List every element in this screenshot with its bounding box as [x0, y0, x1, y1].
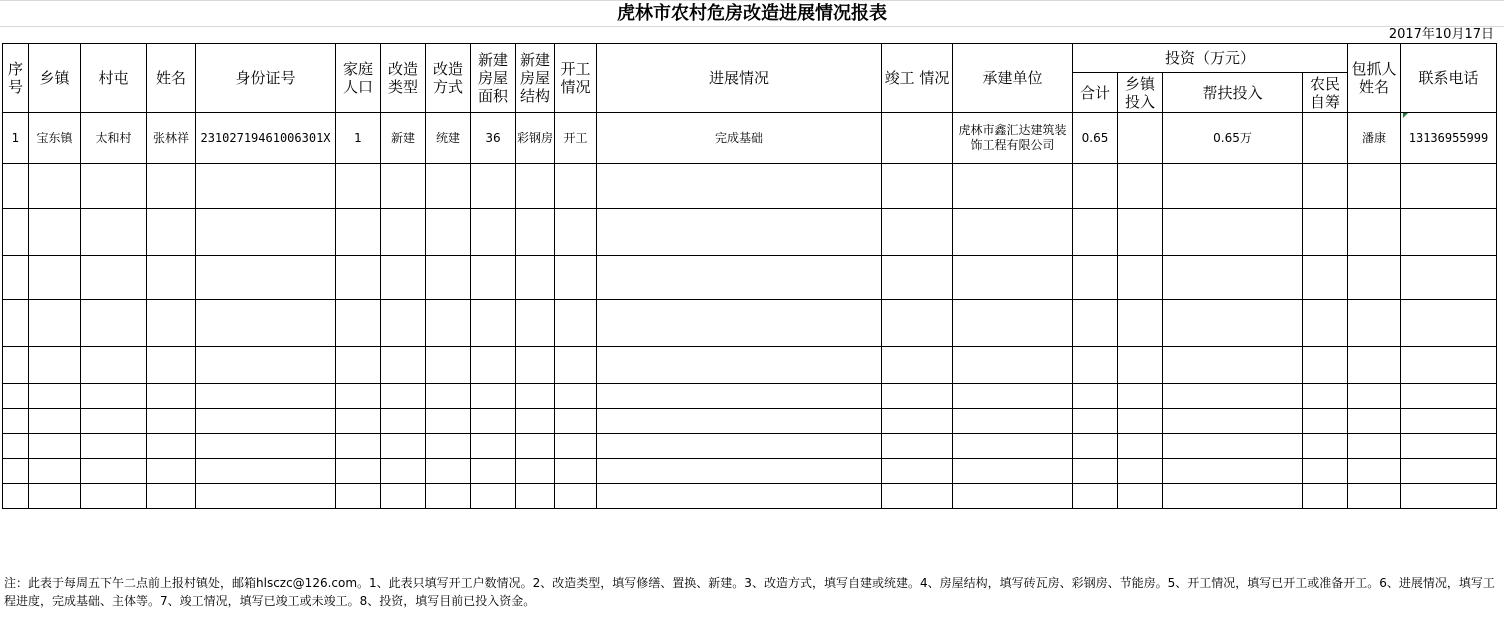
empty-cell[interactable] — [381, 164, 426, 209]
empty-cell[interactable] — [196, 300, 336, 347]
empty-cell[interactable] — [81, 209, 147, 256]
empty-cell[interactable] — [3, 459, 29, 484]
empty-cell[interactable] — [953, 209, 1073, 256]
empty-cell[interactable] — [1401, 409, 1497, 434]
empty-cell[interactable] — [1118, 459, 1163, 484]
empty-cell[interactable] — [1073, 300, 1118, 347]
empty-cell[interactable] — [471, 347, 516, 384]
empty-cell[interactable] — [3, 256, 29, 300]
empty-cell[interactable] — [1348, 484, 1401, 509]
empty-cell[interactable] — [3, 384, 29, 409]
footnote: 注：此表于每周五下午二点前上报村镇处，邮箱hlsczc@126.com。1、此表只填写开工户数情况。2、改造类型，填写修缮、置换、新建。3、改造方式，填写自建或统建。4、房屋结构，填写砖瓦房、彩钢房、节能房。5、开工情况，填写已开工或准备开工。6、进展情况，填写工程进度，完成基础、主体等。7、竣工情况，填写已竣工或未竣工。8、投资，填写目前已投入资金。 — [4, 576, 1495, 608]
empty-cell[interactable] — [1348, 347, 1401, 384]
empty-cell[interactable] — [29, 209, 81, 256]
report-table — [2, 43, 1497, 509]
empty-cell[interactable] — [426, 459, 471, 484]
header-structure: 新建房屋结构 — [516, 44, 555, 113]
empty-cell[interactable] — [597, 434, 882, 459]
empty-cell[interactable] — [1163, 434, 1303, 459]
empty-cell[interactable] — [1303, 459, 1348, 484]
empty-cell[interactable] — [336, 209, 381, 256]
cell-town-invest[interactable] — [1118, 113, 1163, 164]
empty-cell[interactable] — [597, 459, 882, 484]
empty-cell[interactable] — [471, 300, 516, 347]
empty-cell[interactable] — [29, 256, 81, 300]
empty-cell[interactable] — [1163, 384, 1303, 409]
cell-village[interactable]: 太和村 — [81, 113, 147, 164]
empty-cell[interactable] — [147, 434, 196, 459]
empty-cell[interactable] — [516, 484, 555, 509]
empty-cell[interactable] — [1303, 256, 1348, 300]
empty-cell[interactable] — [381, 484, 426, 509]
table-row — [3, 347, 1497, 384]
cell-family[interactable]: 1 — [336, 113, 381, 164]
cell-phone[interactable]: 13136955999 — [1401, 113, 1497, 164]
empty-cell[interactable] — [555, 459, 597, 484]
cell-start[interactable]: 开工 — [555, 113, 597, 164]
header-total: 合计 — [1073, 73, 1118, 113]
empty-cell[interactable] — [1303, 434, 1348, 459]
empty-cell[interactable] — [1401, 434, 1497, 459]
empty-cell[interactable] — [953, 384, 1073, 409]
empty-cell[interactable] — [1348, 209, 1401, 256]
empty-cell[interactable] — [426, 409, 471, 434]
cell-town[interactable]: 宝东镇 — [29, 113, 81, 164]
empty-cell[interactable] — [555, 409, 597, 434]
empty-cell[interactable] — [29, 300, 81, 347]
empty-cell[interactable] — [3, 164, 29, 209]
empty-cell[interactable] — [1401, 164, 1497, 209]
empty-cell[interactable] — [471, 409, 516, 434]
empty-cell[interactable] — [196, 409, 336, 434]
empty-cell[interactable] — [196, 209, 336, 256]
empty-cell[interactable] — [81, 300, 147, 347]
empty-cell[interactable] — [1118, 300, 1163, 347]
empty-cell[interactable] — [1163, 459, 1303, 484]
empty-cell[interactable] — [555, 209, 597, 256]
empty-cell[interactable] — [196, 434, 336, 459]
empty-cell[interactable] — [1163, 409, 1303, 434]
empty-cell[interactable] — [81, 409, 147, 434]
empty-cell[interactable] — [81, 384, 147, 409]
report-date: 2017年10月17日 — [1388, 27, 1494, 42]
header-leader: 包抓人姓名 — [1348, 44, 1401, 113]
empty-cell[interactable] — [1118, 209, 1163, 256]
header-investment: 投资（万元） — [1073, 44, 1348, 73]
table-row — [3, 434, 1497, 459]
empty-cell[interactable] — [1348, 459, 1401, 484]
empty-cell[interactable] — [1073, 459, 1118, 484]
empty-cell[interactable] — [147, 384, 196, 409]
empty-cell[interactable] — [953, 409, 1073, 434]
empty-cell[interactable] — [1303, 300, 1348, 347]
header-start: 开工情况 — [555, 44, 597, 113]
empty-cell[interactable] — [1303, 484, 1348, 509]
header-method: 改造方式 — [426, 44, 471, 113]
empty-cell[interactable] — [1348, 434, 1401, 459]
empty-cell[interactable] — [426, 347, 471, 384]
empty-cell[interactable] — [147, 300, 196, 347]
empty-cell[interactable] — [1163, 256, 1303, 300]
empty-cell[interactable] — [1401, 300, 1497, 347]
empty-cell[interactable] — [3, 434, 29, 459]
empty-cell[interactable] — [1073, 409, 1118, 434]
empty-cell[interactable] — [147, 409, 196, 434]
empty-cell[interactable] — [426, 484, 471, 509]
table-row — [3, 409, 1497, 434]
cell-area[interactable]: 36 — [471, 113, 516, 164]
empty-cell[interactable] — [1348, 256, 1401, 300]
empty-cell[interactable] — [1348, 300, 1401, 347]
empty-cell[interactable] — [1163, 300, 1303, 347]
empty-cell[interactable] — [1348, 384, 1401, 409]
empty-cell[interactable] — [471, 209, 516, 256]
empty-cell[interactable] — [1303, 164, 1348, 209]
empty-cell[interactable] — [381, 300, 426, 347]
table-row — [3, 256, 1497, 300]
empty-cell[interactable] — [336, 459, 381, 484]
empty-cell[interactable] — [381, 384, 426, 409]
empty-cell[interactable] — [953, 459, 1073, 484]
empty-cell[interactable] — [426, 209, 471, 256]
empty-cell[interactable] — [471, 459, 516, 484]
empty-cell[interactable] — [147, 347, 196, 384]
empty-cell[interactable] — [1401, 384, 1497, 409]
header-id: 身份证号 — [196, 44, 336, 113]
empty-cell[interactable] — [1073, 434, 1118, 459]
empty-cell[interactable] — [597, 409, 882, 434]
header-progress: 进展情况 — [597, 44, 882, 113]
empty-cell[interactable] — [336, 434, 381, 459]
empty-cell[interactable] — [1401, 256, 1497, 300]
empty-cell[interactable] — [381, 409, 426, 434]
empty-cell[interactable] — [1303, 209, 1348, 256]
header-completion: 竣工 情况 — [882, 44, 953, 113]
empty-cell[interactable] — [196, 164, 336, 209]
empty-cell[interactable] — [336, 300, 381, 347]
empty-cell[interactable] — [3, 347, 29, 384]
empty-cell[interactable] — [1401, 484, 1497, 509]
empty-cell[interactable] — [555, 484, 597, 509]
empty-cell[interactable] — [597, 484, 882, 509]
empty-cell[interactable] — [336, 256, 381, 300]
empty-cell[interactable] — [29, 434, 81, 459]
empty-cell[interactable] — [426, 300, 471, 347]
cell-total[interactable]: 0.65 — [1073, 113, 1118, 164]
empty-cell[interactable] — [1073, 209, 1118, 256]
empty-cell[interactable] — [336, 484, 381, 509]
empty-cell[interactable] — [29, 164, 81, 209]
empty-cell[interactable] — [29, 484, 81, 509]
empty-cell[interactable] — [597, 300, 882, 347]
cell-leader[interactable]: 潘康 — [1348, 113, 1401, 164]
table-row — [3, 484, 1497, 509]
report-title: 虎林市农村危房改造进展情况报表 — [617, 3, 887, 24]
empty-cell[interactable] — [555, 434, 597, 459]
empty-cell[interactable] — [381, 347, 426, 384]
header-seq: 序号 — [3, 44, 29, 113]
empty-cell[interactable] — [336, 347, 381, 384]
empty-cell[interactable] — [196, 384, 336, 409]
empty-cell[interactable] — [1348, 164, 1401, 209]
empty-cell[interactable] — [381, 434, 426, 459]
empty-cell[interactable] — [29, 347, 81, 384]
table-row — [3, 209, 1497, 256]
empty-cell[interactable] — [1163, 484, 1303, 509]
empty-cell[interactable] — [1118, 347, 1163, 384]
empty-cell[interactable] — [1118, 484, 1163, 509]
cell-progress[interactable]: 完成基础 — [597, 113, 882, 164]
header-name: 姓名 — [147, 44, 196, 113]
empty-cell[interactable] — [1303, 347, 1348, 384]
empty-cell[interactable] — [953, 256, 1073, 300]
empty-cell[interactable] — [1118, 164, 1163, 209]
empty-cell[interactable] — [597, 347, 882, 384]
empty-cell[interactable] — [147, 209, 196, 256]
empty-cell[interactable] — [3, 484, 29, 509]
empty-cell[interactable] — [1073, 484, 1118, 509]
empty-cell[interactable] — [29, 384, 81, 409]
empty-cell[interactable] — [953, 484, 1073, 509]
header-type: 改造类型 — [381, 44, 426, 113]
empty-cell[interactable] — [953, 164, 1073, 209]
empty-cell[interactable] — [336, 384, 381, 409]
cell-type[interactable]: 新建 — [381, 113, 426, 164]
empty-cell[interactable] — [516, 256, 555, 300]
empty-cell[interactable] — [471, 434, 516, 459]
empty-cell[interactable] — [882, 347, 953, 384]
empty-cell[interactable] — [471, 484, 516, 509]
cell-name[interactable]: 张林祥 — [147, 113, 196, 164]
empty-cell[interactable] — [196, 347, 336, 384]
empty-cell[interactable] — [1348, 409, 1401, 434]
gridline — [0, 26, 1504, 27]
empty-cell[interactable] — [882, 459, 953, 484]
empty-cell[interactable] — [147, 256, 196, 300]
empty-cell[interactable] — [1073, 256, 1118, 300]
header-village: 村屯 — [81, 44, 147, 113]
cell-aid-invest[interactable]: 0.65万 — [1163, 113, 1303, 164]
empty-cell[interactable] — [516, 434, 555, 459]
empty-cell[interactable] — [555, 256, 597, 300]
header-phone: 联系电话 — [1401, 44, 1497, 113]
header-town: 乡镇 — [29, 44, 81, 113]
empty-cell[interactable] — [81, 484, 147, 509]
empty-cell[interactable] — [196, 459, 336, 484]
empty-cell[interactable] — [882, 409, 953, 434]
empty-cell[interactable] — [81, 347, 147, 384]
empty-cell[interactable] — [1401, 209, 1497, 256]
empty-cell[interactable] — [1401, 459, 1497, 484]
empty-cell[interactable] — [381, 209, 426, 256]
empty-cell[interactable] — [882, 484, 953, 509]
empty-cell[interactable] — [3, 409, 29, 434]
empty-cell[interactable] — [471, 384, 516, 409]
empty-cell[interactable] — [1303, 409, 1348, 434]
empty-cell[interactable] — [953, 347, 1073, 384]
empty-cell[interactable] — [471, 256, 516, 300]
empty-cell[interactable] — [381, 459, 426, 484]
empty-cell[interactable] — [1118, 256, 1163, 300]
empty-cell[interactable] — [597, 384, 882, 409]
cell-structure[interactable]: 彩钢房 — [516, 113, 555, 164]
empty-cell[interactable] — [597, 209, 882, 256]
empty-cell[interactable] — [1401, 347, 1497, 384]
empty-cell[interactable] — [3, 300, 29, 347]
empty-cell[interactable] — [3, 209, 29, 256]
cell-farmer-invest[interactable] — [1303, 113, 1348, 164]
empty-cell[interactable] — [81, 434, 147, 459]
empty-cell[interactable] — [381, 256, 426, 300]
header-farmer-invest: 农民自筹 — [1303, 73, 1348, 113]
empty-cell[interactable] — [29, 409, 81, 434]
table-row — [3, 384, 1497, 409]
empty-cell[interactable] — [516, 300, 555, 347]
empty-cell[interactable] — [1073, 347, 1118, 384]
empty-cell[interactable] — [516, 164, 555, 209]
cell-seq[interactable]: 1 — [3, 113, 29, 164]
empty-cell[interactable] — [29, 459, 81, 484]
empty-cell[interactable] — [882, 434, 953, 459]
empty-cell[interactable] — [882, 209, 953, 256]
empty-cell[interactable] — [516, 209, 555, 256]
empty-cell[interactable] — [426, 256, 471, 300]
empty-cell[interactable] — [147, 484, 196, 509]
empty-cell[interactable] — [1163, 347, 1303, 384]
cell-completion[interactable] — [882, 113, 953, 164]
empty-cell[interactable] — [336, 409, 381, 434]
empty-cell[interactable] — [1163, 209, 1303, 256]
table-row — [3, 164, 1497, 209]
empty-cell[interactable] — [81, 256, 147, 300]
empty-cell[interactable] — [426, 164, 471, 209]
table-row — [3, 300, 1497, 347]
empty-cell[interactable] — [1073, 384, 1118, 409]
empty-cell[interactable] — [426, 384, 471, 409]
table-row — [3, 113, 1497, 164]
empty-cell[interactable] — [953, 434, 1073, 459]
empty-cell[interactable] — [516, 409, 555, 434]
empty-cell[interactable] — [555, 384, 597, 409]
empty-cell[interactable] — [1163, 164, 1303, 209]
header-contractor: 承建单位 — [953, 44, 1073, 113]
empty-cell[interactable] — [147, 459, 196, 484]
header-aid-invest: 帮扶投入 — [1163, 73, 1303, 113]
empty-cell[interactable] — [196, 484, 336, 509]
empty-cell[interactable] — [516, 384, 555, 409]
empty-cell[interactable] — [597, 256, 882, 300]
empty-cell[interactable] — [1073, 164, 1118, 209]
empty-cell[interactable] — [882, 164, 953, 209]
empty-cell[interactable] — [1118, 384, 1163, 409]
cell-method[interactable]: 统建 — [426, 113, 471, 164]
empty-cell[interactable] — [516, 459, 555, 484]
empty-cell[interactable] — [882, 300, 953, 347]
empty-cell[interactable] — [1118, 434, 1163, 459]
empty-cell[interactable] — [81, 459, 147, 484]
table-row — [3, 459, 1497, 484]
empty-cell[interactable] — [882, 384, 953, 409]
empty-cell[interactable] — [196, 256, 336, 300]
empty-cell[interactable] — [336, 164, 381, 209]
cell-contractor[interactable]: 虎林市鑫汇达建筑装饰工程有限公司 — [953, 113, 1073, 164]
empty-cell[interactable] — [1303, 384, 1348, 409]
cell-comment-indicator — [1403, 113, 1408, 118]
empty-cell[interactable] — [555, 164, 597, 209]
empty-cell[interactable] — [555, 347, 597, 384]
empty-cell[interactable] — [1118, 409, 1163, 434]
header-town-invest: 乡镇投入 — [1118, 73, 1163, 113]
empty-cell[interactable] — [597, 164, 882, 209]
empty-cell[interactable] — [81, 164, 147, 209]
cell-id[interactable]: 23102719461006301X — [196, 113, 336, 164]
empty-cell[interactable] — [555, 300, 597, 347]
empty-cell[interactable] — [147, 164, 196, 209]
empty-cell[interactable] — [882, 256, 953, 300]
header-family: 家庭人口 — [336, 44, 381, 113]
empty-cell[interactable] — [953, 300, 1073, 347]
empty-cell[interactable] — [516, 347, 555, 384]
header-area: 新建房屋面积 — [471, 44, 516, 113]
empty-cell[interactable] — [471, 164, 516, 209]
empty-cell[interactable] — [426, 434, 471, 459]
